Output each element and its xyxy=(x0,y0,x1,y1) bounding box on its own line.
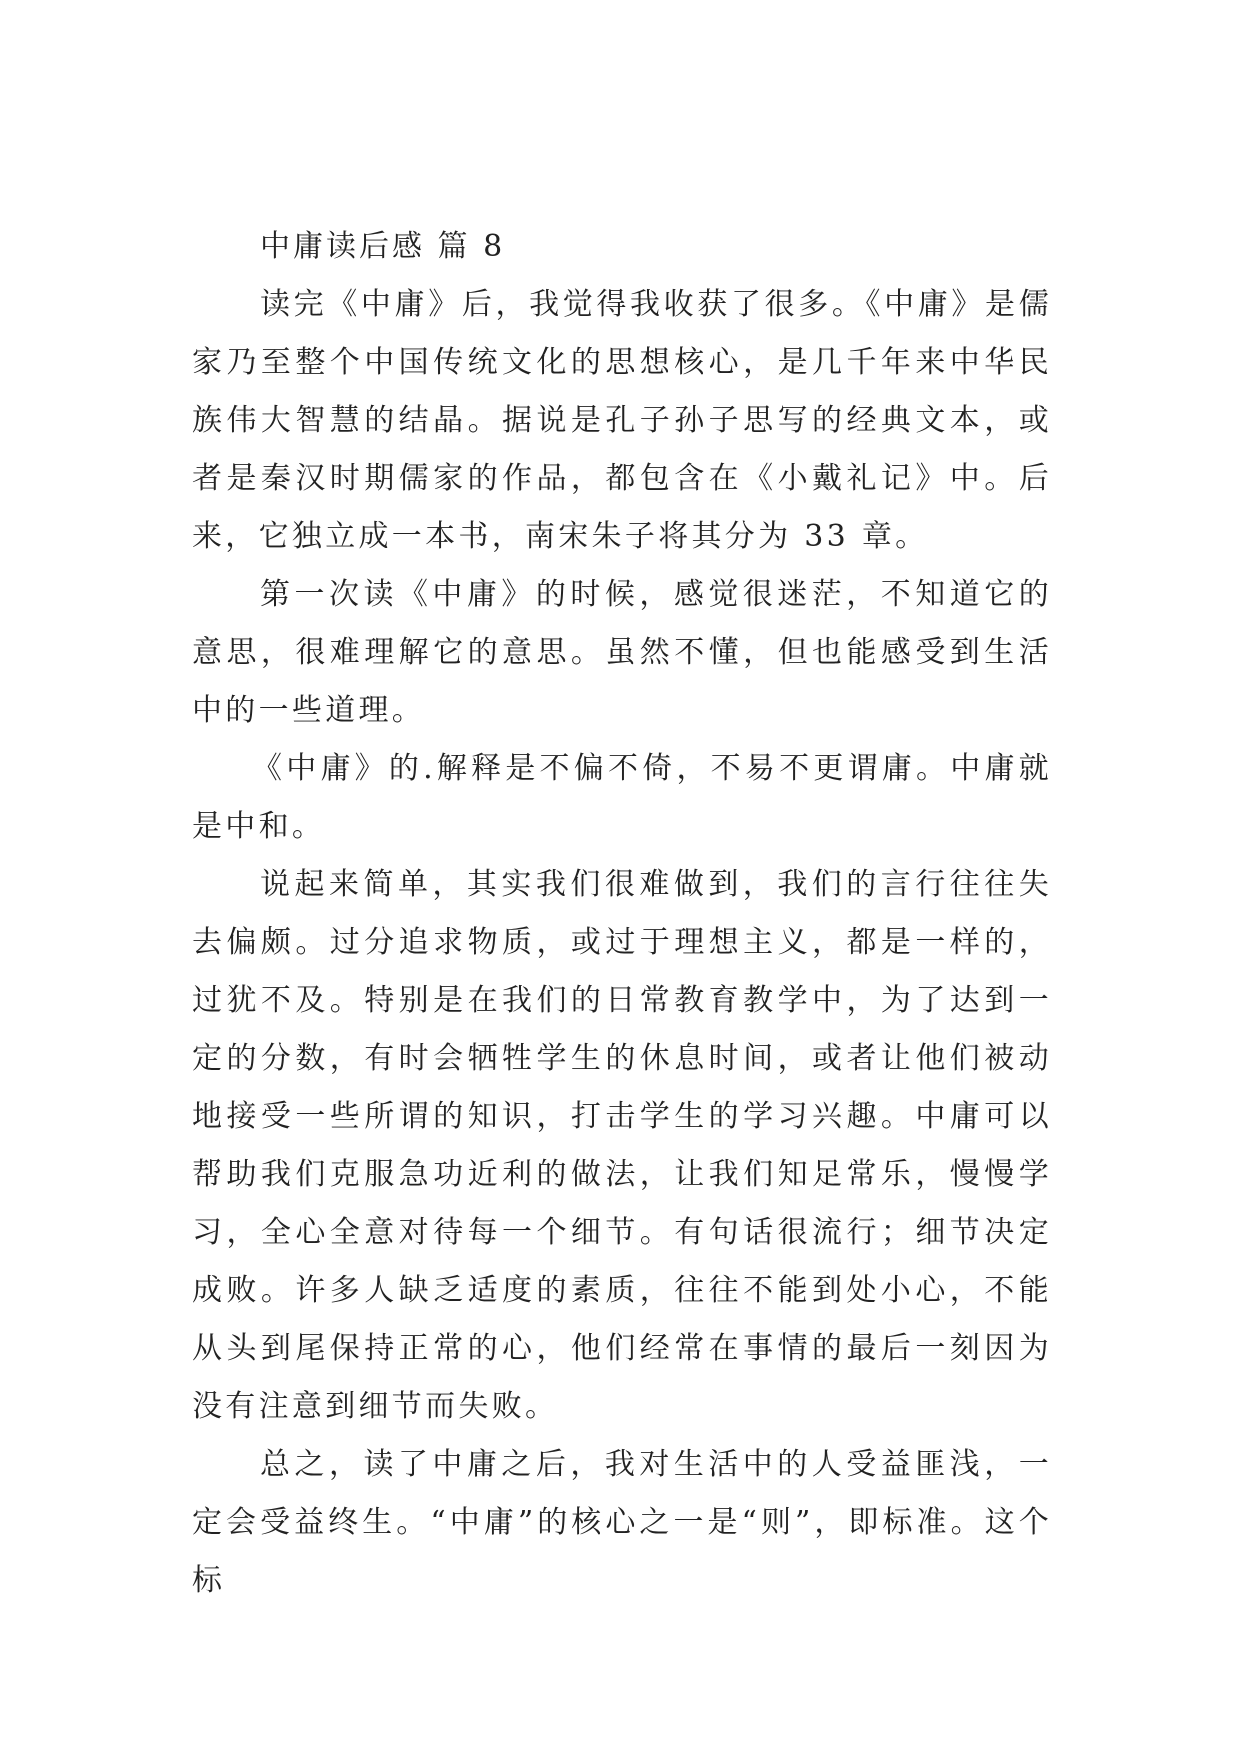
paragraph-5: 总之，读了中庸之后，我对生活中的人受益匪浅，一定会受益终生。“中庸”的核心之一是“则”，即标准。这个标 xyxy=(192,1447,1052,1598)
paragraph-3: 《中庸》的.解释是不偏不倚，不易不更谓庸。中庸就是中和。 xyxy=(192,751,1052,844)
essay-title: 中庸读后感 篇 8 xyxy=(260,229,506,264)
paragraph-1: 读完《中庸》后，我觉得我收获了很多。《中庸》是儒家乃至整个中国传统文化的思想核心，是几千年来中华民族伟大智慧的结晶。据说是孔子孙子思写的经典文本，或者是秦汉时期儒家的作品，都包含在《小戴礼记》中。后来，它独立成一本书，南宋朱子将其分为 33 章。 xyxy=(192,287,1052,554)
paragraph-4: 说起来简单，其实我们很难做到，我们的言行往往失去偏颇。过分追求物质，或过于理想主义，都是一样的，过犹不及。特别是在我们的日常教育教学中，为了达到一定的分数，有时会牺牲学生的休息时间，或者让他们被动地接受一些所谓的知识，打击学生的学习兴趣。中庸可以帮助我们克服急功近利的做法，让我们知足常乐，慢慢学习，全心全意对待每一个细节。有句话很流行；细节决定成败。许多人缺乏适度的素质，往往不能到处小心，不能从头到尾保持正常的心，他们经常在事情的最后一刻因为没有注意到细节而失败。 xyxy=(192,867,1052,1424)
paragraph-2: 第一次读《中庸》的时候，感觉很迷茫，不知道它的意思，很难理解它的意思。虽然不懂，但也能感受到生活中的一些道理。 xyxy=(192,577,1052,728)
document-body xyxy=(192,218,1052,1610)
